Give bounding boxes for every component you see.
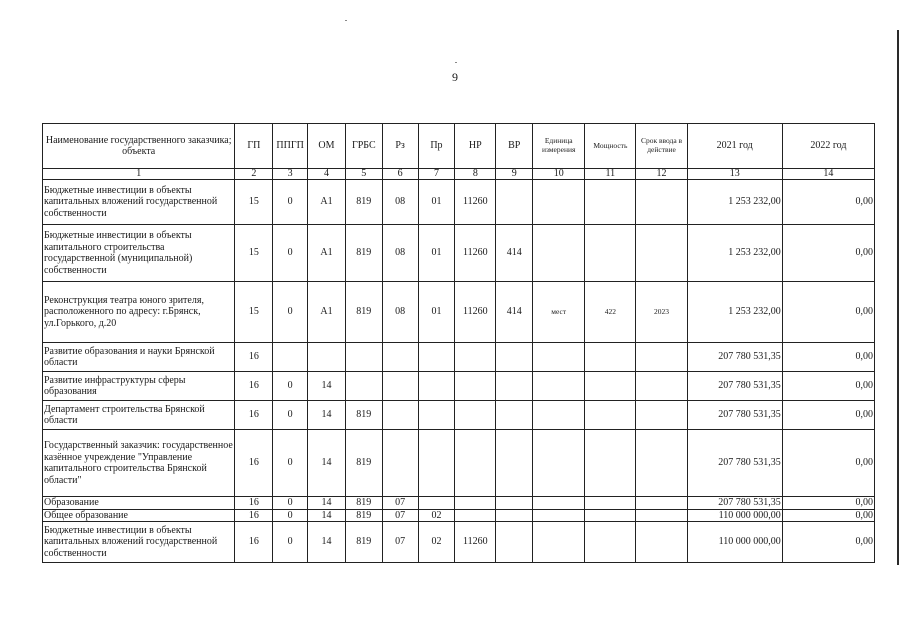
column-number: 4 (308, 169, 346, 180)
cell-commission-date (636, 180, 687, 225)
cell-2021: 1 253 232,00 (687, 225, 782, 282)
cell-commission-date (636, 522, 687, 563)
cell-pr (418, 497, 455, 510)
cell-rz (382, 343, 418, 372)
cell-unit (533, 225, 585, 282)
scan-speck (455, 62, 457, 63)
cell-gp: 16 (235, 509, 273, 522)
cell-rz: 08 (382, 180, 418, 225)
column-number: 7 (418, 169, 455, 180)
cell-nr (455, 401, 496, 430)
cell-nr (455, 430, 496, 497)
header-cell-commission-date: Срок ввода в действие (636, 124, 687, 169)
cell-om: 14 (308, 497, 346, 510)
header-row (43, 124, 875, 169)
header-cell-om: ОМ (308, 124, 346, 169)
cell-grbs: 819 (345, 522, 382, 563)
cell-2022: 0,00 (782, 522, 874, 563)
cell-unit (533, 522, 585, 563)
cell-ppgp: 0 (273, 282, 308, 343)
cell-pr: 01 (418, 282, 455, 343)
table-row (43, 509, 875, 522)
cell-unit (533, 372, 585, 401)
cell-nr (455, 497, 496, 510)
header-cell-gp: ГП (235, 124, 273, 169)
cell-om: 14 (308, 509, 346, 522)
cell-capacity (585, 401, 636, 430)
cell-commission-date (636, 372, 687, 401)
cell-2022: 0,00 (782, 430, 874, 497)
column-number: 3 (273, 169, 308, 180)
cell-pr: 01 (418, 180, 455, 225)
cell-gp: 16 (235, 343, 273, 372)
cell-gp: 16 (235, 522, 273, 563)
cell-nr (455, 343, 496, 372)
cell-pr (418, 372, 455, 401)
column-number: 1 (43, 169, 235, 180)
row-name: Общее образование (43, 509, 235, 522)
cell-gp: 16 (235, 372, 273, 401)
header-cell-pr: Пр (418, 124, 455, 169)
cell-capacity (585, 225, 636, 282)
cell-om: 14 (308, 430, 346, 497)
cell-capacity: 422 (585, 282, 636, 343)
cell-unit (533, 430, 585, 497)
cell-pr (418, 343, 455, 372)
cell-pr (418, 401, 455, 430)
table-row (43, 180, 875, 225)
cell-vr: 414 (496, 225, 533, 282)
cell-capacity (585, 343, 636, 372)
cell-rz (382, 401, 418, 430)
cell-om: А1 (308, 282, 346, 343)
cell-rz: 07 (382, 509, 418, 522)
table-row (43, 522, 875, 563)
cell-commission-date (636, 509, 687, 522)
cell-rz: 07 (382, 522, 418, 563)
column-number: 9 (496, 169, 533, 180)
cell-unit (533, 497, 585, 510)
cell-gp: 15 (235, 282, 273, 343)
cell-pr: 01 (418, 225, 455, 282)
cell-om: 14 (308, 372, 346, 401)
cell-2021: 207 780 531,35 (687, 343, 782, 372)
cell-gp: 16 (235, 430, 273, 497)
cell-unit (533, 509, 585, 522)
cell-vr: 414 (496, 282, 533, 343)
cell-om: 14 (308, 401, 346, 430)
row-name: Развитие инфраструктуры сферы образования (43, 372, 235, 401)
cell-2021: 207 780 531,35 (687, 497, 782, 510)
cell-gp: 16 (235, 401, 273, 430)
cell-nr (455, 372, 496, 401)
table-row (43, 430, 875, 497)
header-cell-grbs: ГРБС (345, 124, 382, 169)
cell-om: 14 (308, 522, 346, 563)
row-name: Бюджетные инвестиции в объекты капитального строительства государственной (муниципальной) собственности (43, 225, 235, 282)
row-name: Развитие образования и науки Брянской области (43, 343, 235, 372)
row-name: Реконструкция театра юного зрителя, расположенного по адресу: г.Брянск, ул.Горького, д.20 (43, 282, 235, 343)
cell-nr (455, 509, 496, 522)
cell-2022: 0,00 (782, 282, 874, 343)
column-number: 13 (687, 169, 782, 180)
cell-2022: 0,00 (782, 225, 874, 282)
cell-capacity (585, 509, 636, 522)
cell-2022: 0,00 (782, 401, 874, 430)
cell-2022: 0,00 (782, 180, 874, 225)
header-cell-nr: НР (455, 124, 496, 169)
table-row (43, 401, 875, 430)
cell-grbs: 819 (345, 497, 382, 510)
cell-rz: 07 (382, 497, 418, 510)
cell-grbs: 819 (345, 225, 382, 282)
cell-nr: 11260 (455, 180, 496, 225)
cell-vr (496, 401, 533, 430)
cell-om (308, 343, 346, 372)
cell-vr (496, 522, 533, 563)
cell-ppgp: 0 (273, 509, 308, 522)
column-number-row (43, 169, 875, 180)
cell-grbs: 819 (345, 401, 382, 430)
cell-unit: мест (533, 282, 585, 343)
column-number: 5 (345, 169, 382, 180)
table-row (43, 282, 875, 343)
cell-ppgp: 0 (273, 430, 308, 497)
cell-ppgp: 0 (273, 401, 308, 430)
cell-vr (496, 343, 533, 372)
cell-pr: 02 (418, 522, 455, 563)
cell-2021: 207 780 531,35 (687, 372, 782, 401)
cell-2021: 110 000 000,00 (687, 522, 782, 563)
page-number: 9 (452, 70, 458, 84)
column-number: 11 (585, 169, 636, 180)
cell-2021: 110 000 000,00 (687, 509, 782, 522)
cell-vr (496, 180, 533, 225)
header-cell-vr: ВР (496, 124, 533, 169)
cell-ppgp: 0 (273, 372, 308, 401)
cell-commission-date (636, 430, 687, 497)
cell-capacity (585, 180, 636, 225)
cell-grbs: 819 (345, 282, 382, 343)
cell-capacity (585, 522, 636, 563)
scan-edge-line (897, 30, 899, 565)
cell-rz (382, 430, 418, 497)
header-cell-name: Наименование государственного заказчика; объекта (43, 124, 235, 169)
cell-capacity (585, 497, 636, 510)
cell-ppgp: 0 (273, 522, 308, 563)
cell-grbs (345, 372, 382, 401)
cell-vr (496, 497, 533, 510)
table-row (43, 497, 875, 510)
cell-pr (418, 430, 455, 497)
header-cell-ppgp: ППГП (273, 124, 308, 169)
row-name: Государственный заказчик: государственное казённое учреждение "Управление капитального строительства Брянской области" (43, 430, 235, 497)
column-number: 2 (235, 169, 273, 180)
cell-ppgp (273, 343, 308, 372)
cell-commission-date (636, 497, 687, 510)
cell-grbs (345, 343, 382, 372)
cell-2021: 207 780 531,35 (687, 401, 782, 430)
cell-nr: 11260 (455, 522, 496, 563)
cell-ppgp: 0 (273, 225, 308, 282)
cell-nr: 11260 (455, 282, 496, 343)
cell-vr (496, 372, 533, 401)
cell-rz (382, 372, 418, 401)
cell-nr: 11260 (455, 225, 496, 282)
cell-grbs: 819 (345, 430, 382, 497)
header-cell-unit: Единица измерения (533, 124, 585, 169)
scan-speck (345, 20, 347, 21)
cell-grbs: 819 (345, 180, 382, 225)
cell-unit (533, 343, 585, 372)
budget-table (42, 123, 875, 563)
cell-2022: 0,00 (782, 497, 874, 510)
cell-commission-date (636, 343, 687, 372)
cell-gp: 15 (235, 225, 273, 282)
cell-2022: 0,00 (782, 343, 874, 372)
header-cell-2021: 2021 год (687, 124, 782, 169)
cell-capacity (585, 372, 636, 401)
table-row (43, 343, 875, 372)
cell-om: А1 (308, 225, 346, 282)
row-name: Образование (43, 497, 235, 510)
cell-om: А1 (308, 180, 346, 225)
cell-rz: 08 (382, 225, 418, 282)
cell-ppgp: 0 (273, 180, 308, 225)
cell-capacity (585, 430, 636, 497)
header-cell-capacity: Мощность (585, 124, 636, 169)
table-row (43, 225, 875, 282)
row-name: Бюджетные инвестиции в объекты капитальных вложений государственной собственности (43, 180, 235, 225)
cell-2022: 0,00 (782, 372, 874, 401)
header-cell-rz: Рз (382, 124, 418, 169)
column-number: 10 (533, 169, 585, 180)
cell-rz: 08 (382, 282, 418, 343)
cell-2022: 0,00 (782, 509, 874, 522)
table-row (43, 372, 875, 401)
cell-gp: 16 (235, 497, 273, 510)
cell-unit (533, 180, 585, 225)
cell-2021: 1 253 232,00 (687, 180, 782, 225)
cell-gp: 15 (235, 180, 273, 225)
cell-2021: 1 253 232,00 (687, 282, 782, 343)
cell-commission-date (636, 225, 687, 282)
column-number: 8 (455, 169, 496, 180)
column-number: 12 (636, 169, 687, 180)
cell-vr (496, 509, 533, 522)
cell-commission-date (636, 401, 687, 430)
cell-unit (533, 401, 585, 430)
row-name: Департамент строительства Брянской области (43, 401, 235, 430)
header-cell-2022: 2022 год (782, 124, 874, 169)
cell-ppgp: 0 (273, 497, 308, 510)
column-number: 14 (782, 169, 874, 180)
cell-commission-date: 2023 (636, 282, 687, 343)
row-name: Бюджетные инвестиции в объекты капитальных вложений государственной собственности (43, 522, 235, 563)
column-number: 6 (382, 169, 418, 180)
cell-grbs: 819 (345, 509, 382, 522)
cell-vr (496, 430, 533, 497)
cell-pr: 02 (418, 509, 455, 522)
cell-2021: 207 780 531,35 (687, 430, 782, 497)
